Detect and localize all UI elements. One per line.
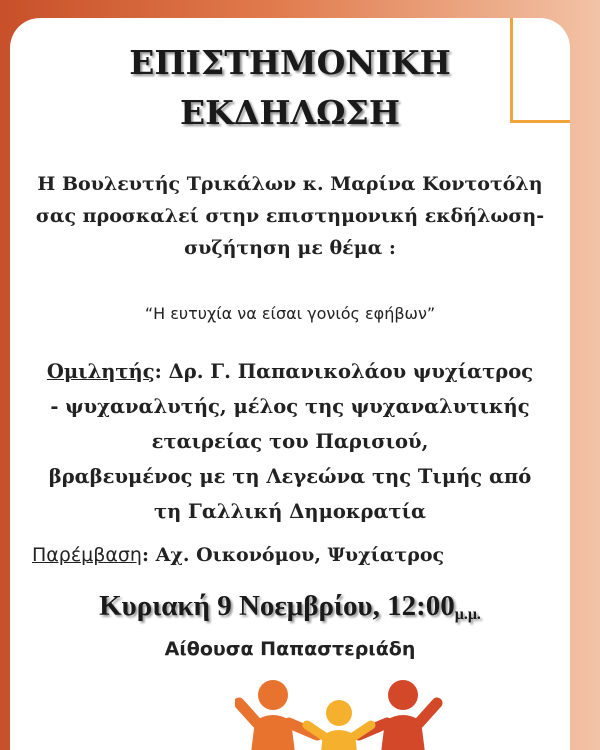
title-line-2: ΕΚΔΗΛΩΣΗ — [179, 93, 401, 132]
intro-line-1: Η Βουλευτής Τρικάλων κ. Μαρίνα Κοντοτόλη — [37, 173, 543, 195]
speaker-block — [20, 354, 560, 529]
event-date-text: Κυριακή 9 Νοεμβρίου, 12:00 — [99, 590, 455, 622]
speaker-line-3: εταιρείας του Παρισιού, — [151, 430, 429, 453]
intervention-block — [32, 544, 560, 566]
event-topic: “Η ευτυχία να είσαι γονιός εφήβων” — [144, 304, 436, 323]
event-time-suffix: μ.μ. — [454, 606, 481, 623]
intro-line-3: συζήτηση με θέμα : — [184, 237, 396, 259]
intro-line-2: σας προσκαλεί στην επιστημονική εκδήλωση- — [35, 205, 545, 227]
poster-title — [20, 38, 560, 138]
speaker-line-4: βραβευμένος με τη Λεγεώνα της Τιμής από — [48, 465, 532, 488]
speaker-line-2: - ψυχαναλυτής, μέλος της ψυχαναλυτικής — [50, 395, 530, 418]
event-date — [20, 590, 560, 624]
speaker-line-5: τη Γαλλική Δημοκρατία — [153, 500, 427, 523]
title-line-1: ΕΠΙΣΤΗΜΟΝΙΚΗ — [129, 43, 451, 82]
figure-middle — [307, 700, 371, 750]
intervention-label: Παρέμβαση — [32, 544, 142, 566]
poster-card — [10, 18, 570, 750]
intervention-name: : Αχ. Οικονόμου, Ψυχίατρος — [141, 544, 445, 566]
invitation-text — [25, 168, 555, 264]
figure-right — [359, 680, 437, 750]
speaker-line-1: : Δρ. Γ. Παπανικολάου ψυχίατρος — [154, 360, 534, 383]
figure-left — [239, 680, 317, 750]
event-venue: Αίθουσα Παπαστεριάδη — [164, 638, 416, 660]
speaker-label: Ομιλητής — [46, 360, 155, 383]
family-figures-icon — [235, 673, 445, 750]
